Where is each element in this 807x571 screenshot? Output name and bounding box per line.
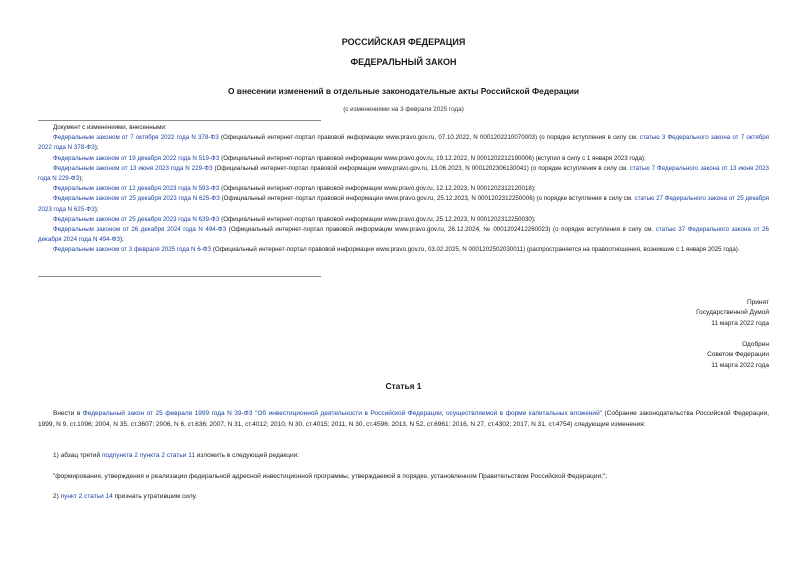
p2-post: изложить в следующей редакции:	[194, 452, 300, 459]
amendments-intro: Документ с изменениями, внесенными:	[53, 124, 167, 131]
accepted-line: 11 марта 2022 года	[711, 319, 769, 327]
amendments-list	[38, 133, 769, 255]
amendment-law-link[interactable]: Федеральным законом от 25 декабря 2023 года N 639-ФЗ	[53, 215, 220, 223]
subpoint-link[interactable]: подпункта 2 пункта 2 статьи 11	[101, 452, 195, 459]
p4-post: признать утратившим силу.	[112, 493, 198, 500]
approved-line: 11 марта 2022 года	[711, 361, 769, 369]
amendments-block	[38, 123, 769, 256]
amendment-text: (Официальный интернет-портал правовой информации www.pravo.gov.ru, 25.12.2023, N 0001202312250006) (о порядке вступления в силу см.	[219, 195, 635, 203]
accepted-line: Государственной Думой	[696, 309, 769, 317]
amendment-text: (Официальный интернет-портал правовой информации www.pravo.gov.ru, 07.10.2022, N 0001202210070003) (о порядке вступления в силу см.	[218, 134, 640, 142]
amendment-tail: );	[94, 144, 99, 152]
accepted-line: Принят	[746, 299, 769, 306]
amendment-law-link[interactable]: Федеральным законом от 19 декабря 2022 года N 519-ФЗ	[53, 154, 220, 162]
amendment-item	[38, 194, 769, 214]
p1-post: (Собрание законодательства Российской Федерации, 1999, N 9, ст.1096; 2004, N 35, ст.3607; 2006, N 6, ст.636; 2007, N 31, ст.4012; 2010, N 30, ст.4015; 2011, N 30, ст.4596; 2013, N 52, ст.6961; 2016, N 27, ст.4302; 2017, N 31, ст.4754) следующие изменения:	[38, 410, 770, 428]
amendment-text: (Официальный интернет-портал правовой информации www.pravo.gov.ru, 12.12.2023, N 0001202312120018);	[219, 185, 536, 193]
article-paragraph-1	[38, 409, 769, 430]
accepted-block	[696, 298, 769, 329]
approved-line: Одобрен	[742, 341, 769, 348]
amendment-law-link[interactable]: Федеральным законом от 26 декабря 2024 года N 494-ФЗ	[53, 226, 227, 234]
amendment-law-link[interactable]: Федеральным законом от 3 февраля 2025 года N 6-ФЗ	[53, 246, 212, 254]
amendment-text: (Официальный интернет-портал правовой информации www.pravo.gov.ru, 03.02.2025, N 0001202502030011) (распространяется на правоотношения, возникшие с 1 января 2025 года).	[211, 246, 740, 254]
amendment-tail: );	[79, 175, 83, 183]
approved-line: Советом Федерации	[707, 351, 769, 359]
p1-pre: Внести в	[53, 410, 83, 417]
point-link[interactable]: пункт 2 статьи 14	[60, 493, 113, 500]
p3-text: "формирования, утверждения и реализации федеральной адресной инвестиционной программы, утверждаемой в порядке, установленном Правительством Российской Федерации;";	[53, 473, 608, 480]
amendment-item	[38, 133, 769, 153]
article-paragraph-4	[38, 492, 769, 503]
amendment-item	[38, 215, 769, 225]
amendment-item	[38, 245, 769, 255]
top-divider	[38, 120, 321, 121]
amendment-law-link[interactable]: Федеральным законом от 12 декабря 2023 года N 593-ФЗ	[53, 185, 220, 193]
amendment-law-link[interactable]: Федеральным законом от 25 декабря 2023 года N 625-ФЗ	[53, 195, 220, 203]
p2-pre: 1) абзац третий	[53, 452, 102, 459]
amendment-article-link[interactable]: статью 3 Федерального закона от 7 октября 2022 года N 378-ФЗ	[38, 134, 770, 152]
amendment-item	[38, 164, 769, 184]
amendment-tail: );	[120, 236, 124, 244]
amendment-item	[38, 225, 769, 245]
amendment-text: (Официальный интернет-портал правовой информации www.pravo.gov.ru, 26.12.2024, № 0001202412260023) (о порядке вступления в силу см.	[226, 226, 656, 234]
amendment-law-link[interactable]: Федеральным законом от 13 июня 2023 года N 229-ФЗ	[53, 164, 213, 172]
article-paragraph-3	[38, 472, 769, 483]
bottom-divider	[38, 276, 321, 277]
amendment-text: (Официальный интернет-портал правовой информации www.pravo.gov.ru, 25.12.2023, N 0001202312250030);	[219, 215, 536, 223]
document-title: О внесении изменений в отдельные законодательные акты Российской Федерации	[227, 86, 580, 96]
country-heading: РОССИЙСКАЯ ФЕДЕРАЦИЯ	[341, 37, 466, 47]
article-heading: Статья 1	[385, 381, 422, 391]
amendment-law-link[interactable]: Федеральным законом от 7 октября 2022 года N 378-ФЗ	[53, 134, 219, 142]
amendment-text: (Официальный интернет-портал правовой информации www.pravo.gov.ru, 19.12.2022, N 0001202212190006) (вступил в силу с 1 января 2023 года);	[219, 154, 646, 162]
law-link[interactable]: Федеральный закон от 25 февраля 1999 года N 39-ФЗ "Об инвестиционной деятельности в Российской Федерации, осуществляемой в форме капитальных вложений"	[82, 410, 603, 417]
amendment-article-link[interactable]: статью 7 Федерального закона от 13 июня 2023 года N 229-ФЗ	[38, 164, 769, 183]
amendment-item	[38, 154, 769, 164]
amendment-article-link[interactable]: статью 37 Федерального закона от 26 декабря 2024 года N 494-ФЗ	[38, 226, 769, 244]
law-type-heading: ФЕДЕРАЛЬНЫЙ ЗАКОН	[350, 57, 457, 67]
revision-note: (с изменениями на 3 февраля 2025 года)	[343, 106, 464, 113]
amendment-tail: );	[94, 205, 99, 213]
amendment-text: (Официальный интернет-портал правовой информации www.pravo.gov.ru, 13.06.2023, N 0001202306130041) (о порядке вступления в силу см.	[212, 164, 630, 172]
p4-pre: 2)	[53, 493, 61, 500]
article-paragraph-2	[38, 451, 769, 462]
amendment-article-link[interactable]: статью 27 Федерального закона от 25 декабря 2023 года N 625-ФЗ	[38, 195, 770, 213]
approved-block	[707, 340, 769, 371]
amendment-item	[38, 184, 769, 194]
